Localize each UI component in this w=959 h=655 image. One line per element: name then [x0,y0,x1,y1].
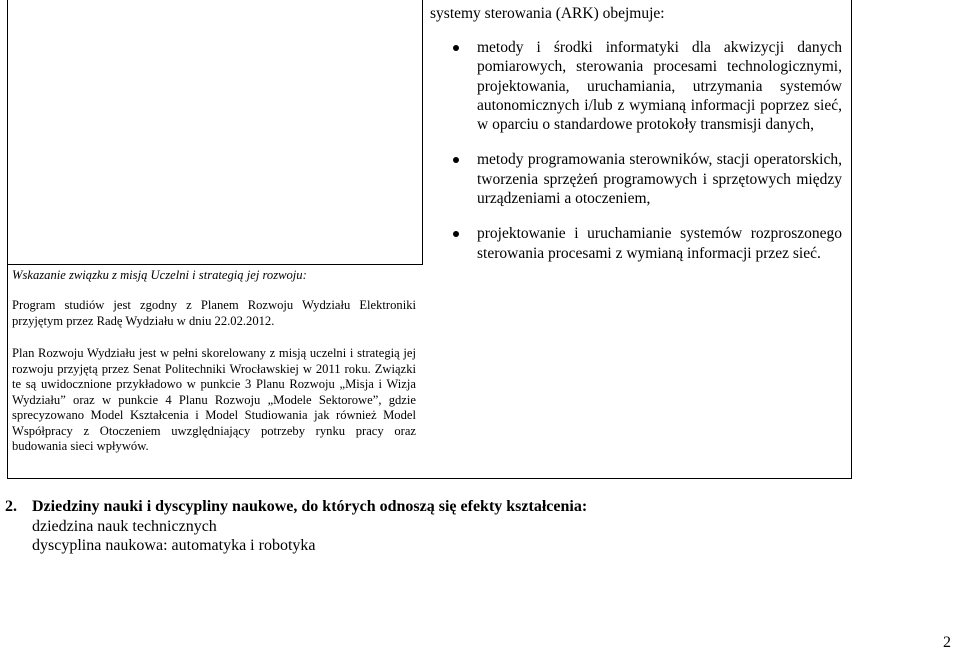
bullet-list [430,38,842,263]
section-number: 2. [5,498,17,515]
right-cell [430,4,842,279]
paragraph: Program studiów jest zgodny z Planem Rozwoju Wydziału Elektroniki przyjętym przez Radę Wydziału w dniu 22.02.2012. [12,298,416,328]
bullet-icon [453,45,459,51]
left-cell [12,266,416,472]
paragraph: Plan Rozwoju Wydziału jest w pełni skorelowany z misją uczelni i strategią jej rozwoju przyjętą przez Senat Politechniki Wrocławskiej w 2011 roku. Związki te są uwidocznione przykładowo w punkcie 3 Planu Rozwoju „Misja i Wizja Wydziału” oraz w punkcie 4 Planu Rozwoju „Modele Sektorowe”, gdzie sprecyzowano Model Kształcenia i Model Studiowania jak również Model Współpracy z Otoczeniem uwzględniający potrzeby rynku pracy oraz budowania sieci wpływów. [12,346,416,453]
table-column-divider [422,0,423,264]
section-line: dziedzina nauk technicznych [32,517,217,535]
bullet-icon [453,157,459,163]
section-line: dyscyplina naukowa: automatyka i robotyka [32,537,316,554]
list-item [430,150,842,208]
mission-heading: Wskazanie związku z misją Uczelni i strategią jej rozwoju: [12,268,307,282]
section-heading [5,497,587,517]
list-item-text: metody i środki informatyki dla akwizycji danych pomiarowych, sterowania procesami technologicznymi, projektowania, uruchamiania, utrzymania systemów autonomicznych i/lub z wymianą informacji poprzez sieć, w oparciu o standardowe protokoły transmisji danych, [477,39,842,134]
section-title: Dziedziny nauki i dyscypliny naukowe, do których odnoszą się efekty kształcenia: [32,498,588,515]
page-number: 2 [943,634,951,651]
section-2 [5,497,587,556]
list-item-text: metody programowania sterowników, stacji operatorskich, tworzenia sprzężeń programowych i sprzętowych między urządzeniami a otoczeniem, [477,151,842,208]
right-intro: systemy sterowania (ARK) obejmuje: [430,5,665,22]
list-item [430,38,842,134]
bullet-icon [453,231,459,237]
table-row-divider [7,264,423,265]
list-item-text: projektowanie i uruchamianie systemów rozproszonego sterowania procesami z wymianą informacji przez sieć. [477,225,842,262]
list-item [430,224,842,263]
